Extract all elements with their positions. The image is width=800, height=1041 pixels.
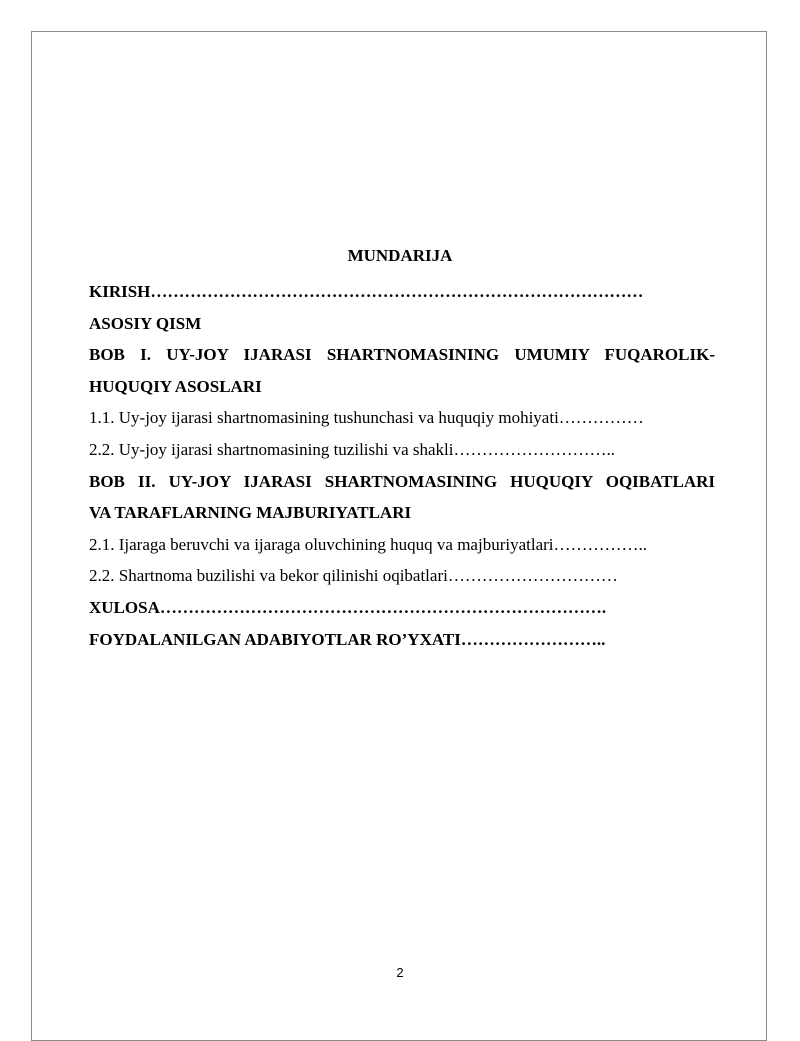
toc-entry-xulosa: XULOSA……………………………………………………………………. bbox=[89, 597, 607, 617]
toc-entry-2-2-a: 2.2. Uy-joy ijarasi shartnomasining tuzilishi va shakli……………………….. bbox=[89, 439, 616, 459]
toc-entry-2-2-b: 2.2. Shartnoma buzilishi va bekor qilinishi oqibatlari………………………… bbox=[89, 566, 618, 586]
toc-entry-adabiyotlar: FOYDALANILGAN ADABIYOTLAR RO’YXATI…………………….. bbox=[89, 629, 606, 649]
page-number: 2 bbox=[396, 965, 404, 980]
toc-entry-bob-2-line-2: VA TARAFLARNING MAJBURIYATLARI bbox=[89, 503, 412, 523]
toc-entry-bob-1-line-1: BOB I. UY-JOY IJARASI SHARTNOMASINING UMUMIY FUQAROLIK- bbox=[89, 345, 715, 365]
table-of-contents bbox=[89, 276, 715, 655]
toc-entry-kirish: KIRISH…………………………………………………………………………… bbox=[89, 282, 644, 301]
toc-entry-asosiy-qism: ASOSIY QISM bbox=[89, 313, 202, 333]
toc-entry-bob-1-line-2: HUQUQIY ASOSLARI bbox=[89, 376, 262, 396]
toc-entry-1-1: 1.1. Uy-joy ijarasi shartnomasining tushunchasi va huquqiy mohiyati…………… bbox=[89, 408, 644, 428]
toc-title: MUNDARIJA bbox=[347, 246, 453, 265]
document-page bbox=[31, 31, 767, 1041]
toc-entry-bob-2-line-1: BOB II. UY-JOY IJARASI SHARTNOMASINING HUQUQIY OQIBATLARI bbox=[89, 471, 715, 491]
toc-entry-2-1: 2.1. Ijaraga beruvchi va ijaraga oluvchining huquq va majburiyatlari…………….. bbox=[89, 534, 648, 554]
